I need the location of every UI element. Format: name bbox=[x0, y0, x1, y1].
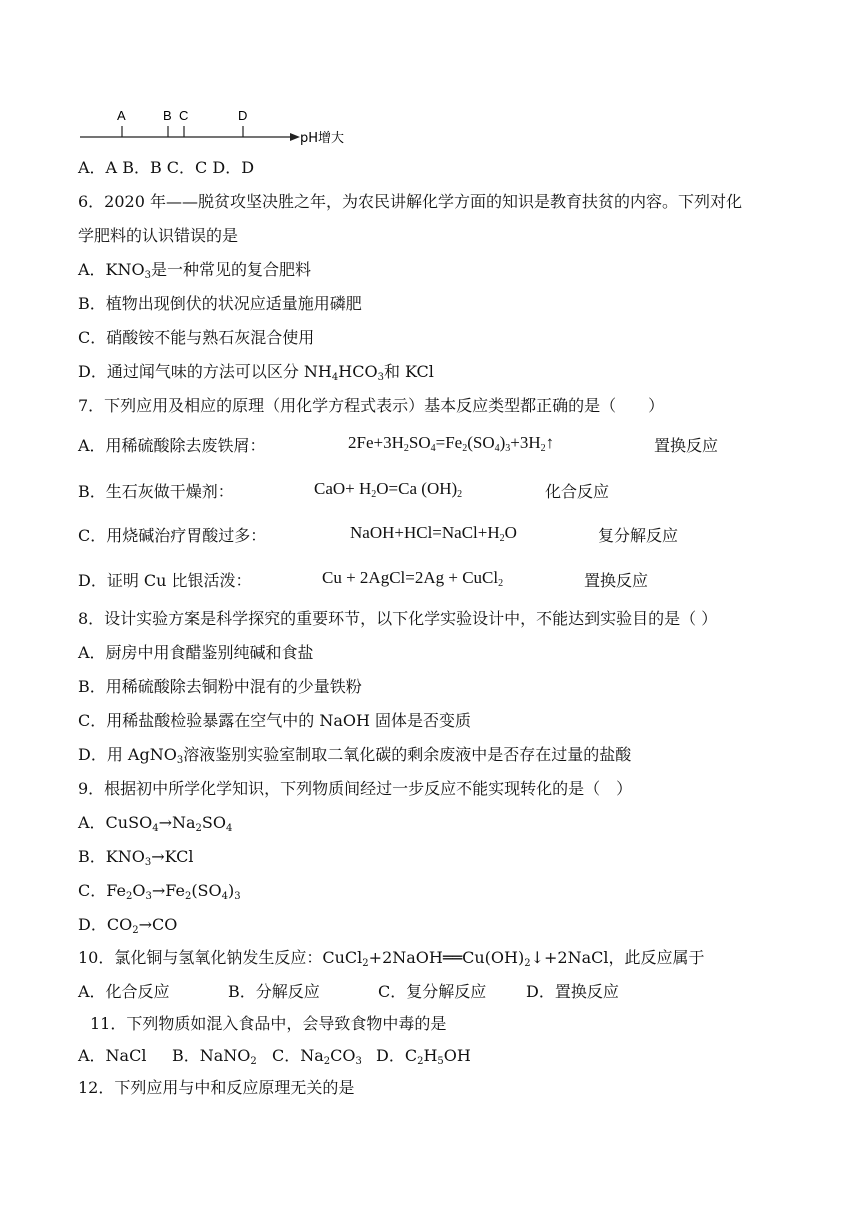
q10-options bbox=[78, 982, 619, 1002]
ph-axis-figure bbox=[78, 104, 368, 148]
q8-option-b: B．用稀硫酸除去铜粉中混有的少量铁粉 bbox=[78, 677, 362, 696]
q7-equation-b: $CaO+ H_2O=Ca$ $(OH)_2$ bbox=[314, 479, 463, 500]
q7-equation-d: Cu + 2AgCl=2Ag + CuCl$_2$ bbox=[322, 568, 504, 589]
q10-option-a: A．化合反应 bbox=[78, 982, 170, 1001]
q11-options: A．NaCl B．NaNO$_2$ C．$Na_2CO_3$ D．$C_2H_5OH$ bbox=[78, 1046, 471, 1067]
q9-option-a: A．$CuSO_4\to Na_2SO_4$ bbox=[78, 813, 233, 834]
q11-stem: 11．下列物质如混入食品中，会导致食物中毒的是 bbox=[90, 1014, 447, 1033]
q10-option-d: D．置换反应 bbox=[526, 982, 619, 1001]
q8-option-c: C．用稀盐酸检验暴露在空气中的 NaOH 固体是否变质 bbox=[78, 711, 472, 730]
q7-option-d-label: D．证明 Cu 比银活泼： bbox=[78, 571, 252, 590]
q8-stem: 8．设计实验方案是科学探究的重要环节，以下化学实验设计中，不能达到实验目的是（ ） bbox=[78, 609, 718, 628]
q6-option-d: D．通过闻气味的方法可以区分 $NH_4HCO_3$和 KCl bbox=[78, 362, 434, 383]
q9-option-b: B．$KNO_3\to KCl$ bbox=[78, 847, 194, 868]
q7-option-b-type: 化合反应 bbox=[545, 482, 610, 501]
q9-option-c: C．$Fe_2O_3\to Fe_2(SO_4)_3$ bbox=[78, 881, 241, 902]
q9-stem: 9．根据初中所学化学知识，下列物质间经过一步反应不能实现转化的是（ ） bbox=[78, 779, 633, 798]
q10-option-c: C．复分解反应 bbox=[378, 982, 487, 1001]
axis-label: pH增大 bbox=[300, 131, 345, 146]
q7-option-c-label: C．用烧碱治疗胃酸过多： bbox=[78, 526, 267, 545]
q12-stem: 12．下列应用与中和反应原理无关的是 bbox=[78, 1078, 355, 1097]
ph-axis-arrow bbox=[290, 133, 300, 141]
q7-option-d-type: 置换反应 bbox=[584, 571, 649, 590]
q7-option-a-label: A．用稀硫酸除去废铁屑： bbox=[78, 436, 266, 455]
q6-option-b: B．植物出现倒伏的状况应适量施用磷肥 bbox=[78, 294, 362, 313]
point-label-a: A bbox=[117, 108, 126, 123]
ph-axis-svg bbox=[78, 104, 368, 148]
q10-option-b: B．分解反应 bbox=[228, 982, 320, 1001]
q7-option-b-label: B．生石灰做干燥剂： bbox=[78, 482, 234, 501]
q7-option-a-type: 置换反应 bbox=[654, 436, 719, 455]
q7-option-c-type: 复分解反应 bbox=[598, 526, 679, 545]
q10-stem: 10．氯化铜与氢氧化钠发生反应：$CuCl_2+2NaOH══Cu(OH)_2↓+2NaCl$，此反应属于 bbox=[78, 948, 705, 969]
point-label-d: D bbox=[238, 108, 248, 123]
q7-stem: 7．下列应用及相应的原理（用化学方程式表示）基本反应类型都正确的是（ ） bbox=[78, 396, 665, 415]
q6-option-c: C．硝酸铵不能与熟石灰混合使用 bbox=[78, 328, 315, 347]
q8-option-d: D．用 AgNO$_3$溶液鉴别实验室制取二氧化碳的剩余废液中是否存在过量的盐酸 bbox=[78, 745, 632, 766]
point-label-c: C bbox=[179, 108, 189, 123]
q9-option-d: D．$CO_2\to CO$ bbox=[78, 915, 178, 936]
q7-equation-a: $2Fe+3H_2SO_4=Fe_2(SO_4)_3+3H_2↑$ bbox=[348, 433, 555, 454]
q8-option-a: A．厨房中用食醋鉴别纯碱和食盐 bbox=[78, 643, 314, 662]
q6-stem-line1: 6．2020 年——脱贫攻坚决胜之年，为农民讲解化学方面的知识是教育扶贫的内容。下列对化 bbox=[78, 192, 742, 211]
q7-equation-c: $NaOH+HCl=NaCl+H_2O$ bbox=[350, 523, 517, 544]
q5-options: A．A B．B C．C D．D bbox=[78, 158, 255, 177]
point-label-b: B bbox=[163, 108, 172, 123]
q6-stem-line2: 学肥料的认识错误的是 bbox=[78, 226, 239, 245]
q6-option-a: A．$KNO_3$是一种常见的复合肥料 bbox=[78, 260, 312, 281]
